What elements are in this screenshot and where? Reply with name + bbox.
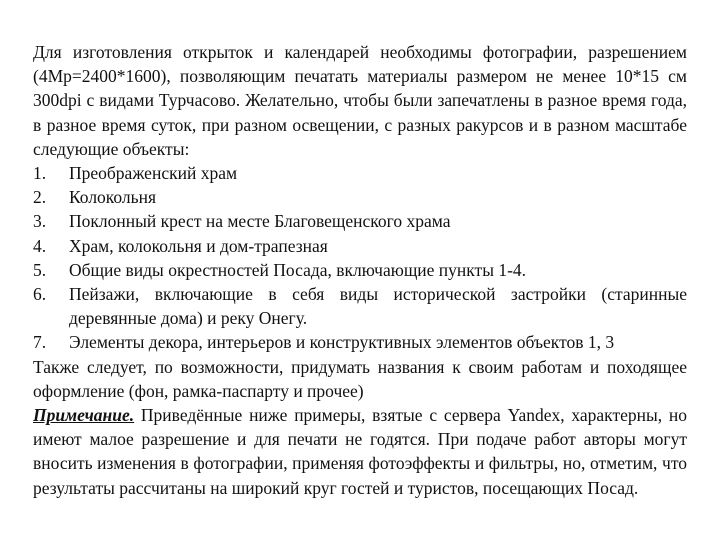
list-item-text: Колокольня <box>69 187 157 208</box>
list-item-number: 6. <box>33 284 47 305</box>
list-item-number: 7. <box>33 332 47 353</box>
list-item <box>33 234 687 258</box>
document-body <box>33 40 687 500</box>
list-item-text: Храм, колокольня и дом-трапезная <box>69 235 328 256</box>
list-item <box>33 258 687 282</box>
list-item <box>33 209 687 233</box>
list-item-number: 2. <box>33 187 47 208</box>
list-item <box>33 161 687 185</box>
list-item-number: 3. <box>33 211 47 232</box>
list-item-number: 5. <box>33 259 47 280</box>
list-item <box>33 282 687 330</box>
list-item-number: 4. <box>33 235 47 256</box>
note-text: Приведённые ниже примеры, взятые с сервера Yandex, характерны, но имеют малое разрешение и для печати не годятся. При подаче работ авторы могут вносить изменения в фотографии, применяя фотоэффекты и фильтры, но, отметим, что результаты рассчитаны на широкий круг гостей и туристов, посещающих Посад. <box>33 405 687 498</box>
list-item <box>33 185 687 209</box>
list-item-text: Общие виды окрестностей Посада, включающие пункты 1-4. <box>69 259 527 280</box>
list-item-text: Преображенский храм <box>69 163 238 184</box>
list-item <box>33 330 687 354</box>
list-item-number: 1. <box>33 163 47 184</box>
also-paragraph: Также следует, по возможности, придумать названия к своим работам и походящее оформление (фон, рамка-паспарту и прочее) <box>33 356 687 401</box>
list-item-text: Элементы декора, интерьеров и конструктивных элементов объектов 1, 3 <box>69 332 615 353</box>
note-paragraph <box>33 403 687 500</box>
list-item-text: Поклонный крест на месте Благовещенского храма <box>69 211 451 232</box>
list-item-text: Пейзажи, включающие в себя виды исторической застройки (старинные деревянные дома) и реку Онегу. <box>69 284 687 329</box>
objects-list <box>33 161 687 355</box>
intro-paragraph: Для изготовления открыток и календарей необходимы фотографии, разрешением (4Mp=2400*1600), позволяющим печатать материалы размером не менее 10*15 см 300dpi с видами Турчасово. Желательно, чтобы были запечатлены в разное время года, в разное время суток, при разном освещении, с разных ракурсов и в разном масштабе следующие объекты: <box>33 42 687 159</box>
note-label: Примечание. <box>33 405 135 426</box>
